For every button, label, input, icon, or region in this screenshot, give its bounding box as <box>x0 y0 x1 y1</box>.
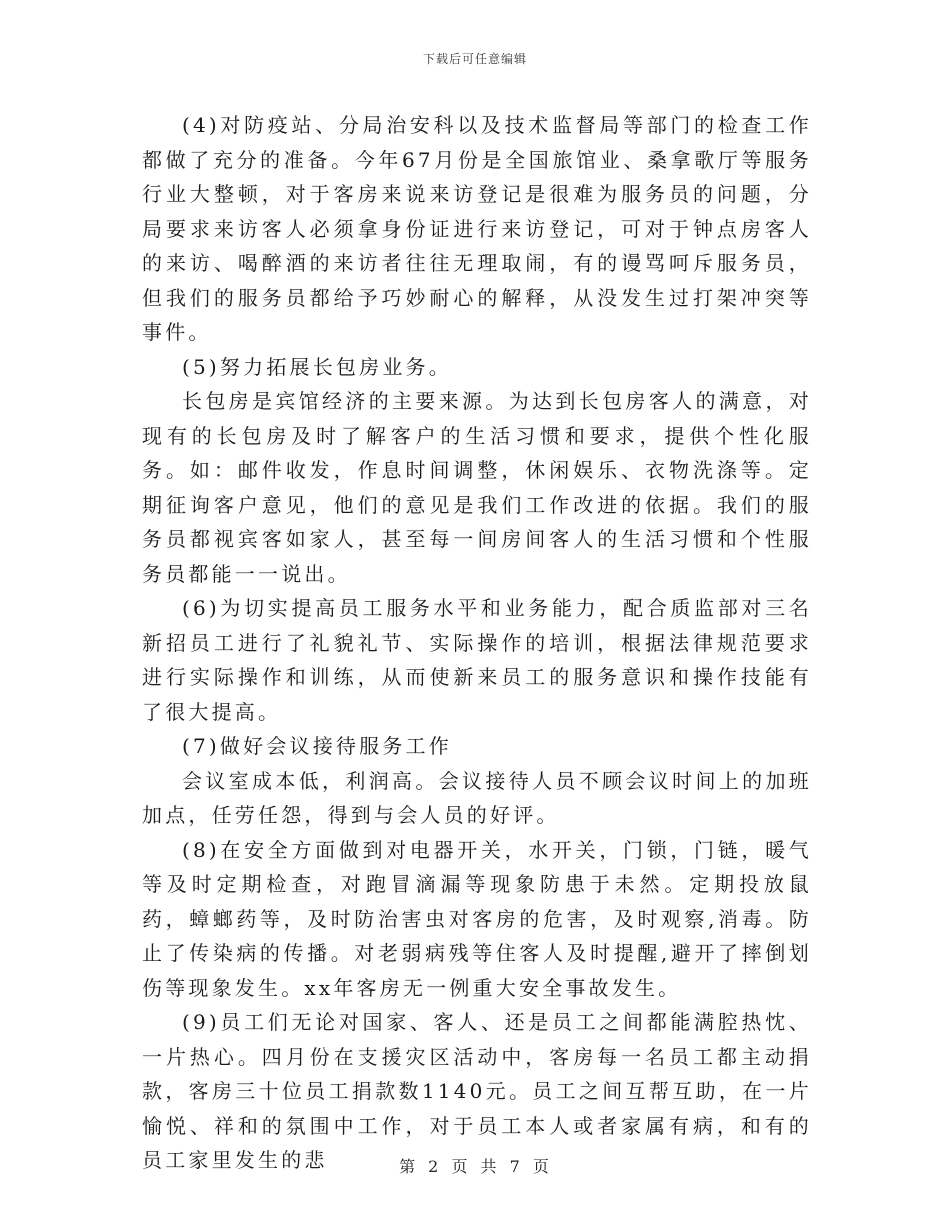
paragraph-item-8: (8)在安全方面做到对电器开关，水开关，门锁，门链，暖气等及时定期检查，对跑冒滴漏等现象防患于未然。定期投放鼠药，蟑螂药等，及时防治害虫对客房的危害，及时观察,消毒。防止了传染病的传播。对老弱病残等住客人及时提醒,避开了摔倒划伤等现象发生。xx年客房无一例重大安全事故发生。 <box>142 837 812 1000</box>
header-note: 下载后可任意编辑 <box>422 52 527 66</box>
paragraph-item-9: (9)员工们无论对国家、客人、还是员工之间都能满腔热忱、一片热心。四月份在支援灾区活动中，客房每一名员工都主动捐款，客房三十位员工捐款数1140元。员工之间互帮互助，在一片愉悦、祥和的氛围中工作，对于员工本人或者家属有病，和有的员工家里发生的悲 <box>142 1010 812 1172</box>
paragraph-heading-5: (5)努力拓展长包房业务。 <box>182 354 452 379</box>
paragraph-heading-7: (7)做好会议接待服务工作 <box>182 734 452 758</box>
paragraph-meeting-rooms: 会议室成本低，利润高。会议接待人员不顾会议时间上的加班加点，任劳任怨，得到与会人员的好评。 <box>142 768 812 827</box>
paragraph-item-6: (6)为切实提高员工服务水平和业务能力，配合质监部对三名新招员工进行了礼貌礼节、实际操作的培训，根据法律规范要求进行实际操作和训练，从而使新来员工的服务意识和操作技能有了很大提高。 <box>142 596 812 724</box>
paragraph-long-term-rooms: 长包房是宾馆经济的主要来源。为达到长包房客人的满意，对现有的长包房及时了解客户的生活习惯和要求，提供个性化服务。如：邮件收发，作息时间调整，休闲娱乐、衣物洗涤等。定期征询客户意见，他们的意见是我们工作改进的依据。我们的服务员都视宾客如家人，甚至每一间房间客人的生活习惯和个性服务员都能一一说出。 <box>142 389 812 586</box>
paragraph-item-4: (4)对防疫站、分局治安科以及技术监督局等部门的检查工作都做了充分的准备。今年67月份是全国旅馆业、桑拿歌厅等服务行业大整顿，对于客房来说来访登记是很难为服务员的问题，分局要求来访客人必须拿身份证进行来访登记，可对于钟点房客人的来访、喝醉酒的来访者往往无理取闹，有的谩骂呵斥服务员，但我们的服务员都给予巧妙耐心的解释，从没发生过打架冲突等事件。 <box>142 113 812 344</box>
document-body <box>142 108 812 1178</box>
page-number: 第 2 页 共 7 页 <box>399 1157 551 1176</box>
